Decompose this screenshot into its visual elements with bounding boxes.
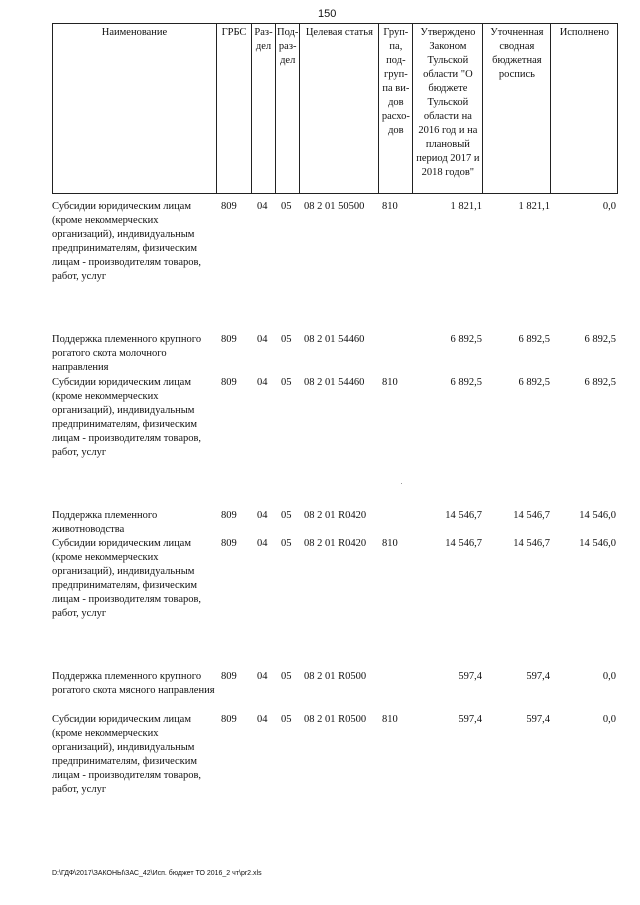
row-ispolneno: 0,0 — [602, 671, 616, 682]
row-utverzhdeno: 6 892,5 — [450, 377, 482, 388]
header-utverzhdeno: Утверждено Законом Тульской области "О бюджете Тульской области на 2016 год и на плановый период 2017 и 2018 годов" — [413, 24, 483, 194]
row-gruppa: 810 — [382, 201, 398, 212]
row-podrazdel: 05 — [281, 714, 292, 725]
row-razdel: 04 — [257, 377, 268, 388]
row-ispolneno: 6 892,5 — [584, 377, 616, 388]
row-gruppa: 810 — [382, 538, 398, 549]
row-razdel: 04 — [257, 714, 268, 725]
row-name: Поддержка племенного крупного рогатого скота молочного направления — [52, 334, 202, 373]
row-utverzhdeno: 6 892,5 — [450, 334, 482, 345]
row-gruppa: 810 — [382, 714, 398, 725]
row-podrazdel: 05 — [281, 377, 292, 388]
row-razdel: 04 — [257, 538, 268, 549]
row-name: Субсидии юридическим лицам (кроме некоммерческих организаций), индивидуальным предпринимателям, физическим лицам - производителям товаров, работ, услуг — [52, 538, 202, 619]
row-name: Поддержка племенного животноводства — [52, 510, 158, 535]
row-utochnennaya: 597,4 — [526, 714, 550, 725]
row-utverzhdeno: 597,4 — [458, 671, 482, 682]
row-celevaya-statya: 08 2 01 R0420 — [304, 510, 367, 521]
row-name: Субсидии юридическим лицам (кроме некоммерческих организаций), индивидуальным предпринимателям, физическим лицам - производителям товаров, работ, услуг — [52, 714, 202, 795]
row-grbs: 809 — [221, 538, 237, 549]
row-podrazdel: 05 — [281, 671, 292, 682]
row-ispolneno: 14 546,0 — [579, 510, 616, 521]
row-grbs: 809 — [221, 334, 237, 345]
row-name: Субсидии юридическим лицам (кроме некоммерческих организаций), индивидуальным предпринимателям, физическим лицам - производителям товаров, работ, услуг — [52, 377, 202, 458]
row-celevaya-statya: 08 2 01 R0500 — [304, 671, 367, 682]
row-utochnennaya: 14 546,7 — [513, 538, 550, 549]
row-utochnennaya: 6 892,5 — [518, 334, 550, 345]
row-grbs: 809 — [221, 714, 237, 725]
row-razdel: 04 — [257, 671, 268, 682]
row-razdel: 04 — [257, 201, 268, 212]
header-grbs: ГРБС — [217, 24, 252, 194]
header-celevaya-statya: Целевая статья — [300, 24, 379, 194]
row-celevaya-statya: 08 2 01 54460 — [304, 377, 365, 388]
row-name: Поддержка племенного крупного рогатого скота мясного направления — [52, 671, 215, 696]
header-ispolneno: Исполнено — [551, 24, 618, 194]
row-podrazdel: 05 — [281, 538, 292, 549]
header-gruppa: Груп-па, под-груп-па ви-дов расхо-дов — [379, 24, 413, 194]
row-grbs: 809 — [221, 377, 237, 388]
row-gruppa: 810 — [382, 377, 398, 388]
row-ispolneno: 6 892,5 — [584, 334, 616, 345]
row-celevaya-statya: 08 2 01 50500 — [304, 201, 365, 212]
row-ispolneno: 0,0 — [602, 714, 616, 725]
row-razdel: 04 — [257, 510, 268, 521]
row-podrazdel: 05 — [281, 510, 292, 521]
row-utochnennaya: 1 821,1 — [518, 201, 550, 212]
row-podrazdel: 05 — [281, 201, 292, 212]
table-header — [52, 23, 618, 194]
row-utochnennaya: 6 892,5 — [518, 377, 550, 388]
row-ispolneno: 0,0 — [602, 201, 616, 212]
row-name: Субсидии юридическим лицам (кроме некоммерческих организаций), индивидуальным предпринимателям, физическим лицам - производителям товаров, работ, услуг — [52, 201, 202, 282]
row-utverzhdeno: 14 546,7 — [445, 538, 482, 549]
row-utverzhdeno: 597,4 — [458, 714, 482, 725]
row-podrazdel: 05 — [281, 334, 292, 345]
row-celevaya-statya: 08 2 01 54460 — [304, 334, 365, 345]
row-utverzhdeno: 1 821,1 — [450, 201, 482, 212]
row-grbs: 809 — [221, 510, 237, 521]
header-utochnennaya: Уточненная сводная бюджетная роспись — [483, 24, 551, 194]
header-name: Наименование — [53, 24, 217, 194]
header-razdel: Раз-дел — [252, 24, 276, 194]
row-grbs: 809 — [221, 671, 237, 682]
row-utochnennaya: 14 546,7 — [513, 510, 550, 521]
row-ispolneno: 14 546,0 — [579, 538, 616, 549]
row-razdel: 04 — [257, 334, 268, 345]
row-celevaya-statya: 08 2 01 R0500 — [304, 714, 367, 725]
header-podrazdel: Под-раз-дел — [276, 24, 300, 194]
page-number: 150 — [318, 8, 337, 20]
row-celevaya-statya: 08 2 01 R0420 — [304, 538, 367, 549]
row-utverzhdeno: 14 546,7 — [445, 510, 482, 521]
footer-file-path: D:\ГДФ\2017\ЗАКОНЫ\ЗАС_42\Исп. бюджет ТО 2016_2 чт\pr2.xls — [52, 870, 262, 877]
row-grbs: 809 — [221, 201, 237, 212]
scan-speck — [401, 483, 402, 484]
row-utochnennaya: 597,4 — [526, 671, 550, 682]
